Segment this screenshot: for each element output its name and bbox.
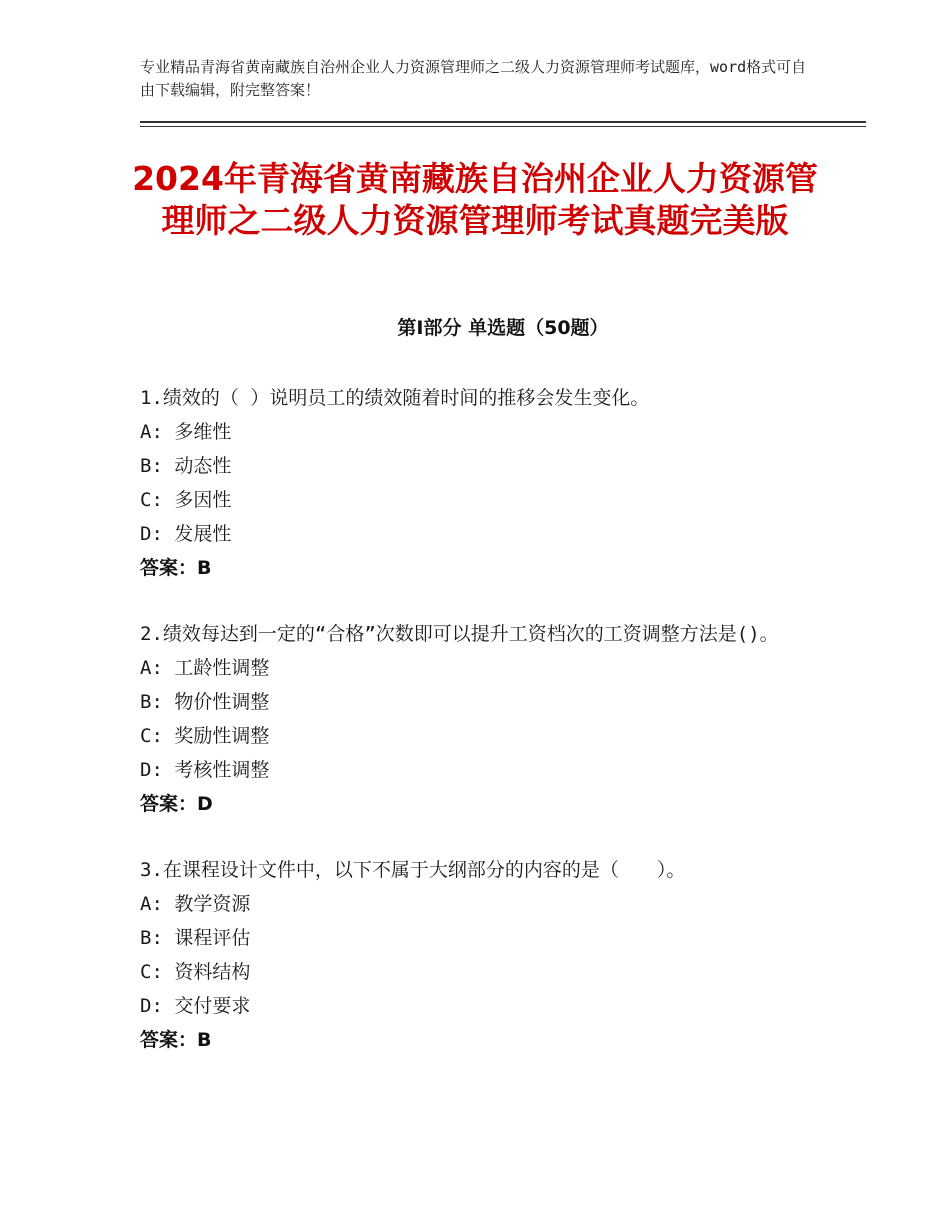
option-c: C: 奖励性调整 [140, 725, 270, 747]
question-2 [140, 617, 820, 821]
question-stem: 1.绩效的（ ）说明员工的绩效随着时间的推移会发生变化。 [140, 387, 650, 409]
answer-value: B [197, 557, 212, 579]
option-a: A: 多维性 [140, 421, 232, 443]
answer-value: B [197, 1029, 212, 1051]
answer-label: 答案： [140, 557, 198, 579]
question-stem: 3.在课程设计文件中，以下不属于大纲部分的内容的是（ ）。 [140, 859, 686, 881]
option-d: D: 发展性 [140, 523, 232, 545]
header-rule-thick [140, 121, 866, 123]
option-a: A: 工龄性调整 [140, 657, 270, 679]
section-heading: 第Ⅰ部分 单选题（50题） [397, 317, 609, 339]
answer-value: D [197, 793, 213, 815]
option-b: B: 物价性调整 [140, 691, 270, 713]
question-1 [140, 381, 820, 585]
answer-line [140, 1023, 820, 1057]
option-b: B: 动态性 [140, 455, 232, 477]
answer-line [140, 551, 820, 585]
option-d: D: 交付要求 [140, 995, 251, 1017]
option-c: C: 资料结构 [140, 961, 251, 983]
question-3 [140, 853, 820, 1057]
option-a: A: 教学资源 [140, 893, 251, 915]
answer-label: 答案： [140, 1029, 198, 1051]
option-c: C: 多因性 [140, 489, 232, 511]
header-note: 专业精品青海省黄南藏族自治州企业人力资源管理师之二级人力资源管理师考试题库，word格式可自由下载编辑，附完整答案！ [140, 58, 807, 99]
header-rule-thin [140, 126, 866, 127]
answer-line [140, 787, 820, 821]
question-stem: 2.绩效每达到一定的“合格”次数即可以提升工资档次的工资调整方法是()。 [140, 623, 779, 645]
document-title: 2024年青海省黄南藏族自治州企业人力资源管理师之二级人力资源管理师考试真题完美版 [132, 159, 818, 240]
option-b: B: 课程评估 [140, 927, 251, 949]
option-d: D: 考核性调整 [140, 759, 270, 781]
answer-label: 答案： [140, 793, 198, 815]
question-list [140, 381, 820, 1089]
